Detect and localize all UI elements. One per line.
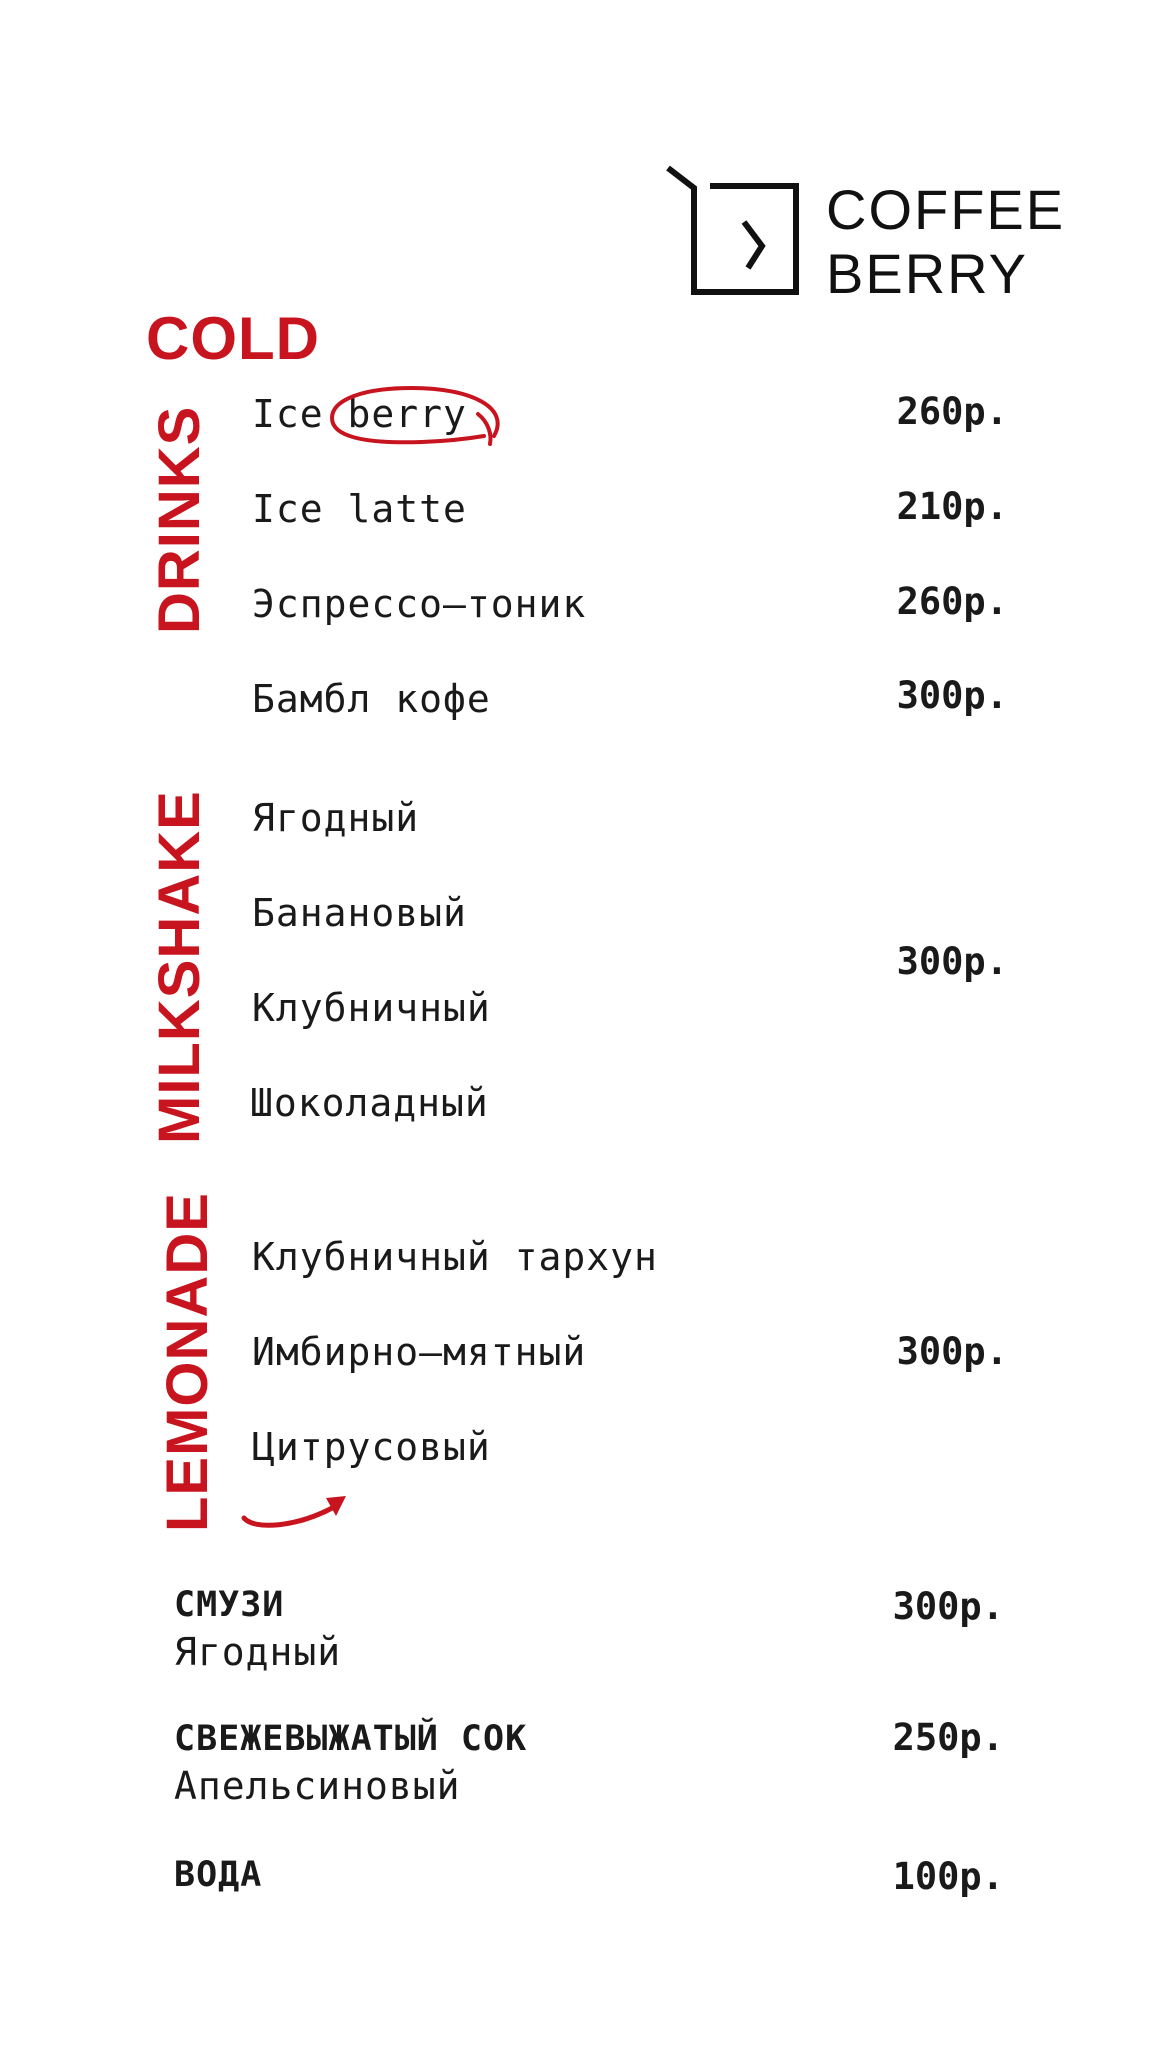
menu-item-price: 210р. [896,485,1008,528]
cold-heading: COLD [146,305,320,372]
extra-subtitle-fresh-juice: Апельсиновый [174,1764,461,1808]
section-label-milkshake: MILKSHAKE [147,790,212,1144]
extra-price-water: 100р. [892,1855,1004,1898]
menu-item-lemonade-ginger-mint: Имбирно–мятный [252,1330,587,1374]
menu-item-milkshake-strawberry: Клубничный [252,986,491,1030]
arrow-icon [236,1488,356,1538]
section-label-drinks: DRINKS [147,405,212,634]
brand-line-2: BERRY [826,242,1028,305]
extra-price-smoothie: 300р. [892,1585,1004,1628]
menu-item-bumble-coffee: Бамбл кофе [252,677,491,721]
menu-item-lemonade-citrus: Цитрусовый [252,1425,491,1469]
extra-subtitle-smoothie: Ягодный [174,1630,342,1674]
menu-item-price: 260р. [896,580,1008,623]
brand-line-1: COFFEE [826,178,1066,241]
menu-item-ice-latte: Ice latte [252,487,467,531]
menu-item-espresso-tonic: Эспрессо–тоник [252,582,587,626]
menu-item-price: 260р. [896,390,1008,433]
menu-item-milkshake-berry: Ягодный [252,796,420,840]
brand-name [826,178,1065,306]
extra-price-fresh-juice: 250р. [892,1716,1004,1759]
section-label-lemonade: LEMONADE [155,1192,220,1532]
extra-title-water: ВОДА [174,1855,263,1895]
coffee-berry-logo-icon [664,162,814,298]
menu-item-price: 300р. [896,674,1008,717]
menu-item-milkshake-chocolate: Шоколадный [250,1081,489,1125]
circle-highlight-icon [322,378,506,454]
menu-item-lemonade-strawberry-tarragon: Клубничный тархун [252,1235,658,1279]
menu-item-milkshake-banana: Банановый [252,891,467,935]
menu-item-name-prefix: Ice [252,392,324,436]
lemonade-price: 300р. [896,1330,1008,1373]
extra-title-smoothie: СМУЗИ [174,1585,285,1625]
menu-item-name-highlight: berry [347,392,467,436]
milkshake-price: 300р. [896,940,1008,983]
extra-title-fresh-juice: СВЕЖЕВЫЖАТЫЙ СОК [174,1719,528,1759]
